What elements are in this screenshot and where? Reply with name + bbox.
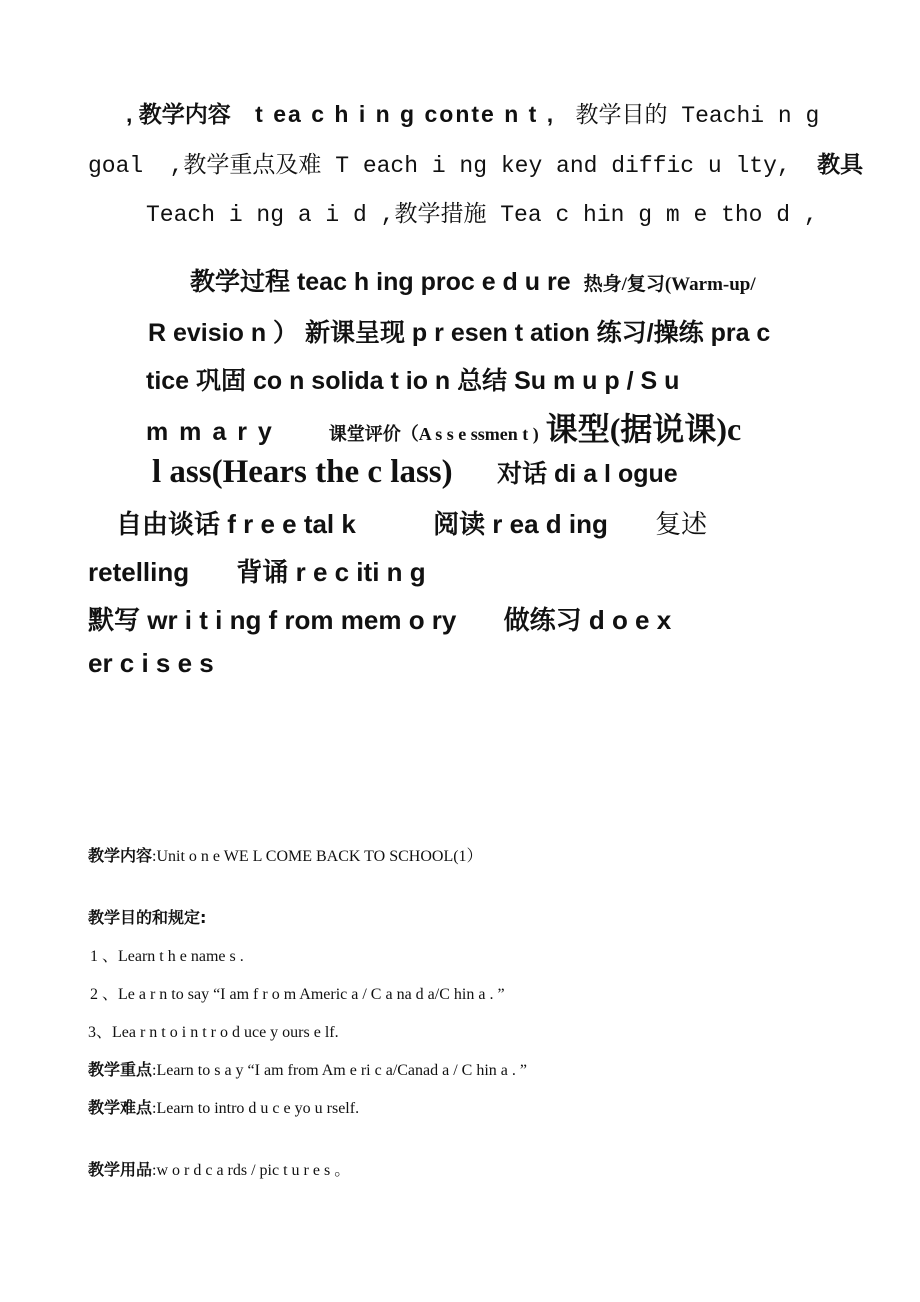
glossary-line-10: retelling 背诵 r e c iti n g bbox=[88, 557, 426, 587]
glossary-line-11: 默写 wr i t i ng f rom mem o ry 做练习 d o e x bbox=[88, 605, 672, 635]
glossary-line-4: 教学过程 teac h ing proc e d u re 热身/复习(Warm-up/ bbox=[190, 268, 756, 296]
goal-item: 2 、Le a r n to say “I am f r o m Americ a / C a na d a/C hin a . ” bbox=[90, 986, 505, 1003]
key-point-label: 教学重点 bbox=[88, 1060, 153, 1079]
key-point-line bbox=[88, 1057, 527, 1080]
glossary-line-5: R evisio n ） 新课呈现 p r esen t ation 练习/操练 pra c bbox=[148, 319, 771, 347]
glossary-line-9: 自由谈话 f r e e tal k 阅读 r ea d ing 复述 bbox=[116, 509, 708, 539]
content-label: 教学内容 bbox=[88, 846, 153, 865]
glossary-line-8: l ass(Hears the c lass) 对话 di a l ogue bbox=[152, 454, 678, 490]
teaching-aids-value: :w o r d c a rds / pic t u r e s 。 bbox=[152, 1162, 351, 1179]
key-point-value: :Learn to s a y “I am from Am e ri c a/Canad a / C hin a . ” bbox=[152, 1062, 527, 1079]
glossary-line-3: Teach i ng a i d ,教学措施 Tea c hin g m e tho d , bbox=[146, 202, 818, 228]
glossary-line-7: m m a r y 课堂评价（A s s e ssmen t ) 课型(据说课)c bbox=[146, 411, 742, 447]
teaching-aids-label: 教学用品 bbox=[88, 1160, 153, 1179]
difficulty-line bbox=[88, 1095, 359, 1118]
goals-heading: 教学目的和规定: bbox=[88, 908, 207, 927]
difficulty-label: 教学难点 bbox=[88, 1098, 153, 1117]
content-value: :Unit o n e WE L COME BACK TO SCHOOL(1） bbox=[152, 848, 483, 865]
glossary-line-2: goal ,教学重点及难 T each i ng key and diffic u lty, 教具 bbox=[88, 151, 864, 179]
goal-item: 3、Lea r n t o i n t r o d uce y ours e lf. bbox=[88, 1024, 339, 1041]
glossary-line-6: tice 巩固 co n solida t io n 总结 Su m u p / S u bbox=[146, 367, 680, 395]
glossary-line-12: er c i s e s bbox=[88, 648, 214, 678]
content-line bbox=[88, 843, 483, 866]
goal-item: 1 、Learn t h e name s . bbox=[90, 948, 244, 965]
difficulty-value: :Learn to intro d u c e yo u rself. bbox=[152, 1100, 360, 1117]
glossary-line-1: , 教学内容 t ea c h i n g conte n t , 教学目的 Teachi n g bbox=[126, 101, 820, 129]
teaching-aids-line bbox=[88, 1157, 350, 1180]
